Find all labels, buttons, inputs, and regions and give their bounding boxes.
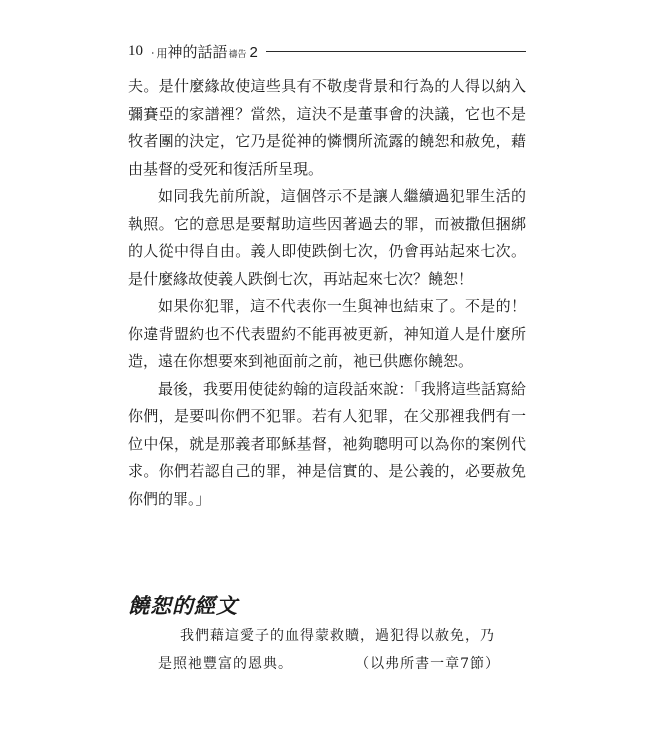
paragraph: 最後，我要用使徒約翰的這段話來說：「我將這些話寫給你們，是要叫你們不犯罪。若有人犯罪，在父那裡我們有一位中保，就是那義者耶穌基督，祂夠聰明可以為你的案例代求。你們若認自己的罪，神是信實的、是公義的，必要赦免你們的罪。」 [128, 379, 526, 508]
page-number: 10 [128, 42, 143, 59]
title-dot: ‧ [151, 46, 155, 60]
title-part-2: 神的話語 [167, 42, 228, 61]
paragraph: 如果你犯罪，這不代表你一生與神也結束了。不是的！你違背盟約也不代表盟約不能再被更新，神知道人是什麼所造，遠在你想要來到祂面前之前，祂已供應你饒恕。 [128, 297, 526, 370]
scripture-verse [128, 622, 526, 678]
verse-reference: （以弗所書一章7節） [355, 656, 500, 672]
verse-line-text: 是照祂豐富的恩典。 [158, 656, 293, 672]
verse-line-last [128, 650, 526, 678]
running-header [128, 40, 526, 62]
paragraph: 如同我先前所說，這個啓示不是讓人繼續過犯罪生活的執照。它的意思是要幫助這些因著過去的罪，而被撒但捆綁的人從中得自由。義人即使跌倒七次，仍會再站起來七次。是什麼緣故使義人跌倒七次，再站起來七次？饒恕！ [128, 187, 526, 288]
header-rule [266, 51, 526, 52]
title-volume: 2 [249, 43, 258, 61]
section-heading: 饒恕的經文 [128, 593, 238, 618]
verse-line: 我們藉這愛子的血得蒙救贖，過犯得以赦免，乃 [180, 628, 495, 644]
body-text [128, 73, 526, 513]
paragraph-continuation: 夫。是什麼緣故使這些具有不敬虔背景和行為的人得以納入彌賽亞的家譜裡？當然，這決不是董事會的決議，它也不是牧者團的決定，它乃是從神的憐憫所流露的饒恕和赦免，藉由基督的受死和復活所呈現。 [128, 77, 526, 178]
title-part-1: 用 [156, 46, 168, 60]
title-part-3: 禱告 [228, 49, 247, 60]
book-title [151, 41, 258, 62]
